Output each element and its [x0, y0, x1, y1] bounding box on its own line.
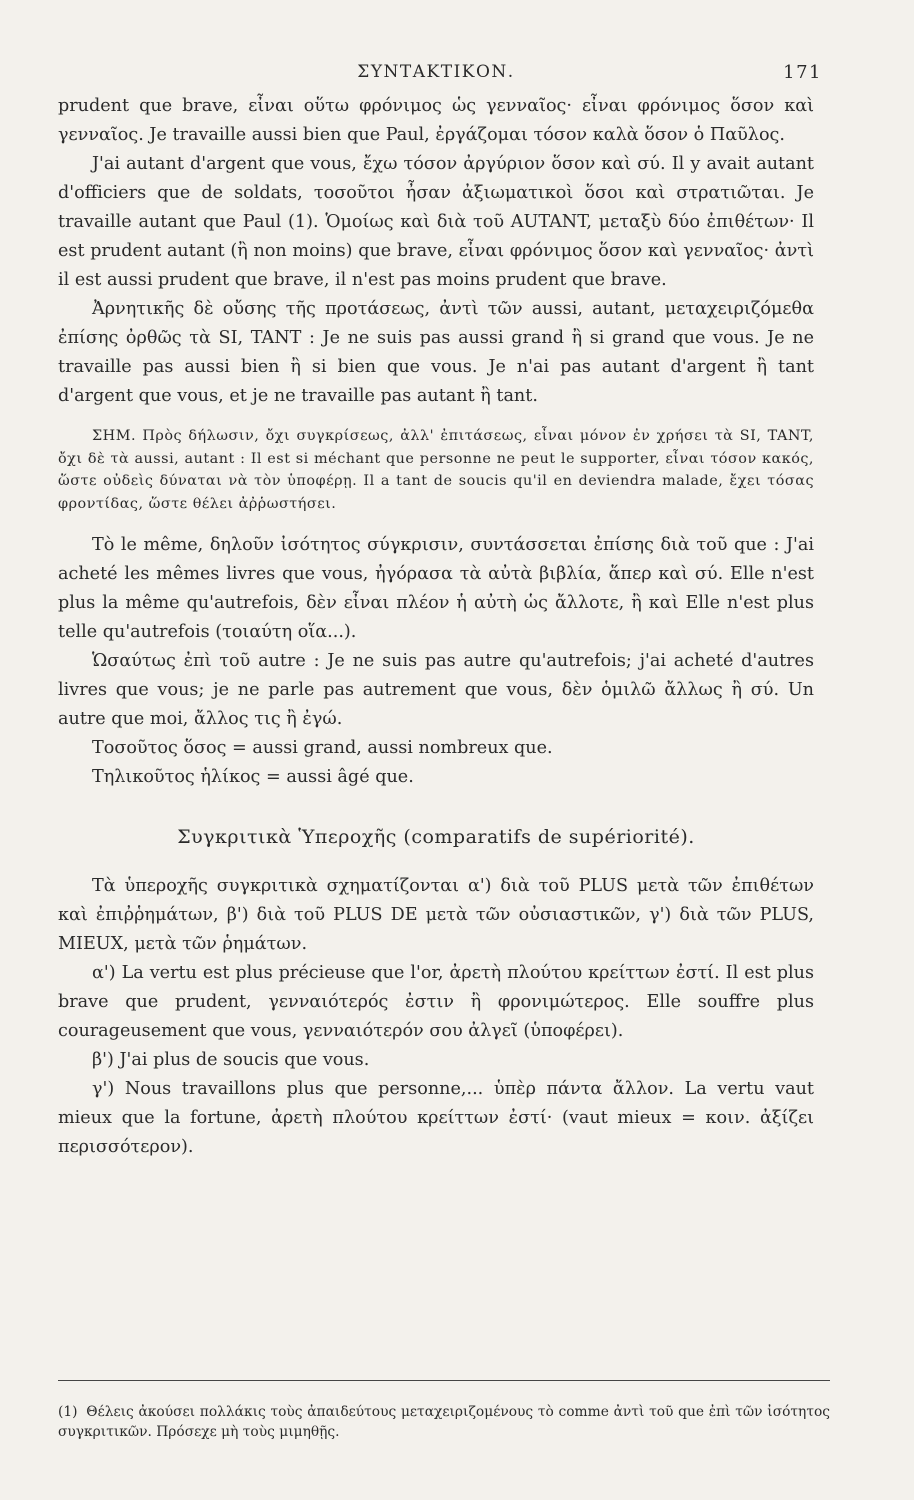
paragraph-1: prudent que brave, εἶναι οὕτω φρόνιμος ὡς γενναῖος· εἶναι φρόνιμος ὅσον καὶ γενναῖος. Je travaille aussi bien que Paul, ἐργάζομαι τόσον καλὰ ὅσον ὁ Παῦλος.: [58, 96, 814, 145]
footnote-marker: (1): [58, 1404, 78, 1420]
paragraph-11: γ') Nous travaillons plus que personne,... ὑπὲρ πάντα ἄλλον. La vertu vaut mieux que la fortune, ἀρετὴ πλούτου κρείττων ἐστί· (vaut mieux = κοιν. ἀξίζει περισσότερον).: [58, 1079, 814, 1157]
paragraph-4: Τὸ le même, δηλοῦν ἰσότητος σύγκρισιν, συντάσσεται ἐπίσης διὰ τοῦ que : J'ai acheté les mêmes livres que vous, ἠγόρασα τὰ αὐτὰ βιβλία, ἅπερ καὶ σύ. Elle n'est plus la même qu'autrefois, δὲν εἶναι πλέον ἡ αὐτὴ ὡς ἄλλοτε, ἢ καὶ Elle n'est plus telle qu'autrefois (τοιαύτη οἵα...).: [58, 535, 814, 642]
note-block: [58, 425, 814, 515]
page-number: 171: [783, 62, 822, 83]
paragraph-8: Τὰ ὑπεροχῆς συγκριτικὰ σχηματίζονται α') διὰ τοῦ PLUS μετὰ τῶν ἐπιθέτων καὶ ἐπιῤῥημάτων, β') διὰ τοῦ PLUS DE μετὰ τῶν οὐσιαστικῶν, γ') διὰ τῶν PLUS, MIEUX, μετὰ τῶν ῥημάτων.: [58, 876, 814, 954]
footnote-divider: [58, 1380, 830, 1381]
paragraph-9: α') La vertu est plus précieuse que l'or, ἀρετὴ πλούτου κρείττων ἐστί. Il est plus brave que prudent, γενναιότερός ἐστιν ἢ φρονιμώτερος. Elle souffre plus courageusement que vous, γενναιότερόν σου ἀλγεῖ (ὑποφέρει).: [58, 963, 814, 1041]
paragraph-10: β') J'ai plus de soucis que vous.: [92, 1050, 370, 1070]
paragraph-3: Ἀρνητικῆς δὲ οὔσης τῆς προτάσεως, ἀντὶ τῶν aussi, autant, μεταχειριζόμεθα ἐπίσης ὀρθῶς τὰ SI, TANT : Je ne suis pas aussi grand ἢ si grand que vous. Je ne travaille pas aussi bien ἢ si bien que vous. Je n'ai pas autant d'argent ἢ tant d'argent que vous, et je ne travaille pas autant ἢ tant.: [58, 299, 814, 406]
running-title: ΣΥΝΤΑΚΤΙΚΟΝ.: [357, 62, 515, 82]
main-text-2: [58, 531, 814, 792]
footnote-text: Θέλεις ἀκούσει πολλάκις τοὺς ἀπαιδεύτους μεταχειριζομένους τὸ comme ἀντὶ τοῦ que ἐπὶ τῶν ἰσότητος συγκριτικῶν. Πρόσεχε μὴ τοὺς μιμηθῇς.: [58, 1404, 830, 1440]
main-text: [58, 92, 814, 411]
paragraph-6: Τοσοῦτος ὅσος = aussi grand, aussi nombreux que.: [92, 738, 553, 758]
main-text-3: [58, 872, 814, 1162]
note-text: ΣΗΜ. Πρὸς δήλωσιν, ὄχι συγκρίσεως, ἀλλ' ἐπιτάσεως, εἶναι μόνον ἐν χρήσει τὰ SI, TANT, ὄχι δὲ τὰ aussi, autant : Il est si méchant que personne ne peut le supporter, εἶναι τόσον κακός, ὥστε οὐδεὶς δύναται νὰ τὸν ὑποφέρῃ. Il a tant de soucis qu'il en deviendra malade, ἔχει τόσας φροντίδας, ὥστε θέλει ἀῤῥωστήσει.: [58, 428, 814, 512]
paragraph-7: Τηλικοῦτος ἡλίκος = aussi âgé que.: [92, 767, 414, 787]
running-head: [58, 62, 822, 92]
paragraph-2: J'ai autant d'argent que vous, ἔχω τόσον ἀργύριον ὅσον καὶ σύ. Il y avait autant d'officiers que de soldats, τοσοῦτοι ἦσαν ἀξιωματικοὶ ὅσοι καὶ στρατιῶται. Je travaille autant que Paul (1). Ὁμοίως καὶ διὰ τοῦ AUTANT, μεταξὺ δύο ἐπιθέτων· Il est prudent autant (ἢ non moins) que brave, εἶναι φρόνιμος ὅσον καὶ γενναῖος· ἀντὶ il est aussi prudent que brave, il n'est pas moins prudent que brave.: [58, 154, 814, 290]
section-heading: Συγκριτικὰ Ὑπεροχῆς (comparatifs de supériorité).: [177, 826, 695, 848]
paragraph-5: Ὡσαύτως ἐπὶ τοῦ autre : Je ne suis pas autre qu'autrefois; j'ai acheté d'autres livres que vous; je ne parle pas autrement que vous, δὲν ὁμιλῶ ἄλλως ἢ σύ. Un autre que moi, ἄλλος τις ἢ ἐγώ.: [58, 651, 814, 729]
footnote: [58, 1402, 830, 1442]
